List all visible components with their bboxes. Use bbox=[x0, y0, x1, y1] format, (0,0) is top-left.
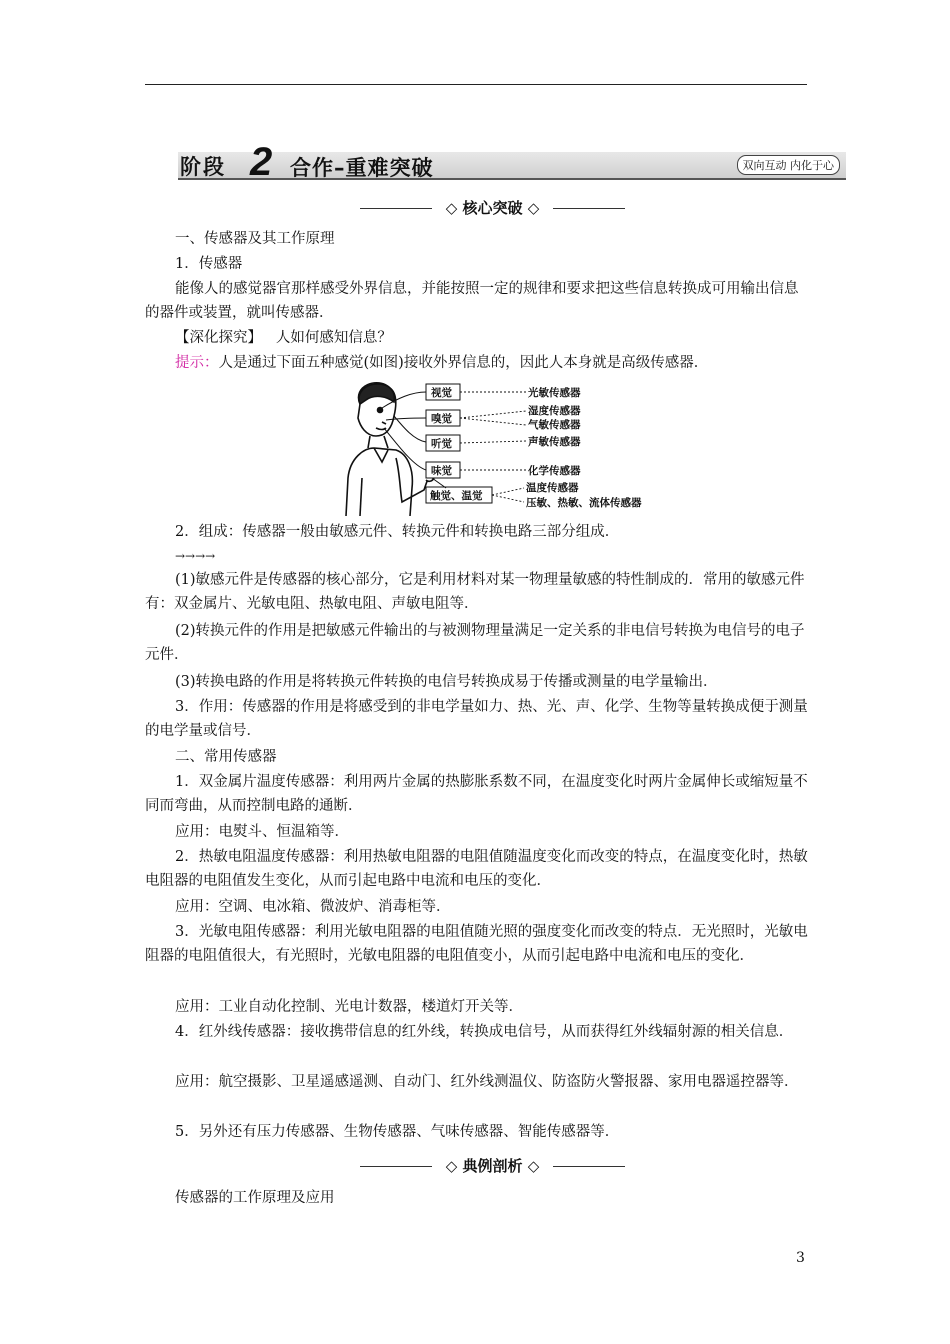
paragraph: (1)敏感元件是传感器的核心部分，它是利用材料对某一物理量敏感的特性制成的．常用的敏感元件有：双金属片、光敏电阻、热敏电阻、声敏电阻等． bbox=[145, 572, 805, 612]
sense-label: 听觉 bbox=[431, 438, 452, 450]
stage-banner bbox=[178, 140, 846, 184]
paragraph: 能像人的感觉器官那样感受外界信息，并能按照一定的规律和要求把这些信息转换成可用输出信息的器件或装置，就叫传感器． bbox=[145, 281, 799, 321]
senses-figure bbox=[338, 378, 658, 518]
header-rule bbox=[145, 84, 807, 85]
paragraph: 3．作用：传感器的作用是将感受到的非电学量如力、热、光、声、化学、生物等量转换成便于测量的电学量或信号． bbox=[145, 699, 808, 739]
paragraph: (3)转换电路的作用是将转换元件转换的电信号转换成易于传播或测量的电学量输出． bbox=[175, 674, 718, 690]
paragraph: 传感器的工作原理及应用 bbox=[175, 1190, 335, 1206]
banner-stage-number: 2 bbox=[250, 140, 273, 184]
paragraph: (2)转换元件的作用是把敏感元件输出的与被测物理量满足一定关系的非电信号转换为电信号的电子元件． bbox=[145, 623, 805, 663]
sensor-label: 声敏传感器 bbox=[528, 436, 581, 448]
hint-label: 提示： bbox=[175, 355, 219, 371]
paragraph: 应用：空调、电冰箱、微波炉、消毒柜等． bbox=[175, 899, 451, 915]
paragraph: 1．传感器 bbox=[175, 256, 243, 272]
paragraph: 应用：航空摄影、卫星遥感遥测、自动门、红外线测温仪、防盗防火警报器、家用电器遥控器等． bbox=[175, 1074, 799, 1090]
paragraph: 1．双金属片温度传感器：利用两片金属的热膨胀系数不同，在温度变化时两片金属伸长或缩短量不同而弯曲，从而控制电路的通断． bbox=[145, 774, 808, 814]
sense-label: 嗅觉 bbox=[431, 413, 452, 425]
sense-label: 视觉 bbox=[431, 387, 452, 399]
sensor-label: 化学传感器 bbox=[528, 465, 581, 477]
hint-text: 人是通过下面五种感觉(如图)接收外界信息的，因此人本身就是高级传感器． bbox=[218, 355, 709, 371]
sensor-label: 湿度传感器 bbox=[528, 405, 581, 417]
paragraph: 2．组成：传感器一般由敏感元件、转换元件和转换电路三部分组成． bbox=[175, 524, 620, 540]
sensor-label: 光敏传感器 bbox=[528, 387, 581, 399]
paragraph: 应用：电熨斗、恒温箱等． bbox=[175, 824, 349, 840]
section-title: ◇ 核心突破 ◇ bbox=[445, 199, 540, 217]
paragraph: 4．红外线传感器：接收携带信息的红外线，转换成电信号，从而获得红外线辐射源的相关信息． bbox=[175, 1024, 794, 1040]
section-rule-right bbox=[553, 1166, 625, 1167]
paragraph: 应用：工业自动化控制、光电计数器，楼道灯开关等． bbox=[175, 999, 523, 1015]
section-rule-left bbox=[360, 1166, 432, 1167]
deep-explore-question: 人如何感知信息？ bbox=[275, 330, 392, 346]
section-heading-core bbox=[360, 197, 625, 219]
page-number: 3 bbox=[796, 1250, 805, 1266]
deep-explore-label: 【深化探究】 bbox=[175, 330, 262, 346]
sense-label: 味觉 bbox=[431, 465, 452, 477]
paragraph: 一、传感器及其工作原理 bbox=[175, 231, 335, 247]
sensor-label: 气敏传感器 bbox=[528, 419, 581, 431]
paragraph bbox=[145, 351, 809, 375]
banner-title: 合作–重难突破 bbox=[290, 156, 434, 180]
arrow-row: →→→→ bbox=[175, 549, 216, 563]
paragraph: 3．光敏电阻传感器：利用光敏电阻器的电阻值随光照的强度变化而改变的特点．无光照时，光敏电阻器的电阻值很大，有光照时，光敏电阻器的电阻值变小，从而引起电路中电流和电压的变化． bbox=[145, 924, 808, 964]
paragraph: 5．另外还有压力传感器、生物传感器、气味传感器、智能传感器等． bbox=[175, 1124, 620, 1140]
section-rule-right bbox=[553, 208, 625, 209]
section-rule-left bbox=[360, 208, 432, 209]
sense-label: 触觉、温觉 bbox=[430, 490, 483, 502]
section-heading-examples bbox=[360, 1155, 625, 1177]
paragraph: 二、常用传感器 bbox=[175, 749, 277, 765]
banner-tag: 双向互动 内化于心 bbox=[737, 155, 841, 175]
sensor-label: 温度传感器 bbox=[526, 482, 579, 494]
sensor-label: 压敏、热敏、流体传感器 bbox=[526, 497, 642, 509]
banner-stage-label: 阶段 bbox=[180, 155, 226, 179]
section-title: ◇ 典例剖析 ◇ bbox=[445, 1157, 540, 1175]
paragraph bbox=[145, 326, 809, 350]
paragraph: 2．热敏电阻温度传感器：利用热敏电阻器的电阻值随温度变化而改变的特点，在温度变化时，热敏电阻器的电阻值发生变化，从而引起电路中电流和电压的变化． bbox=[145, 849, 808, 889]
